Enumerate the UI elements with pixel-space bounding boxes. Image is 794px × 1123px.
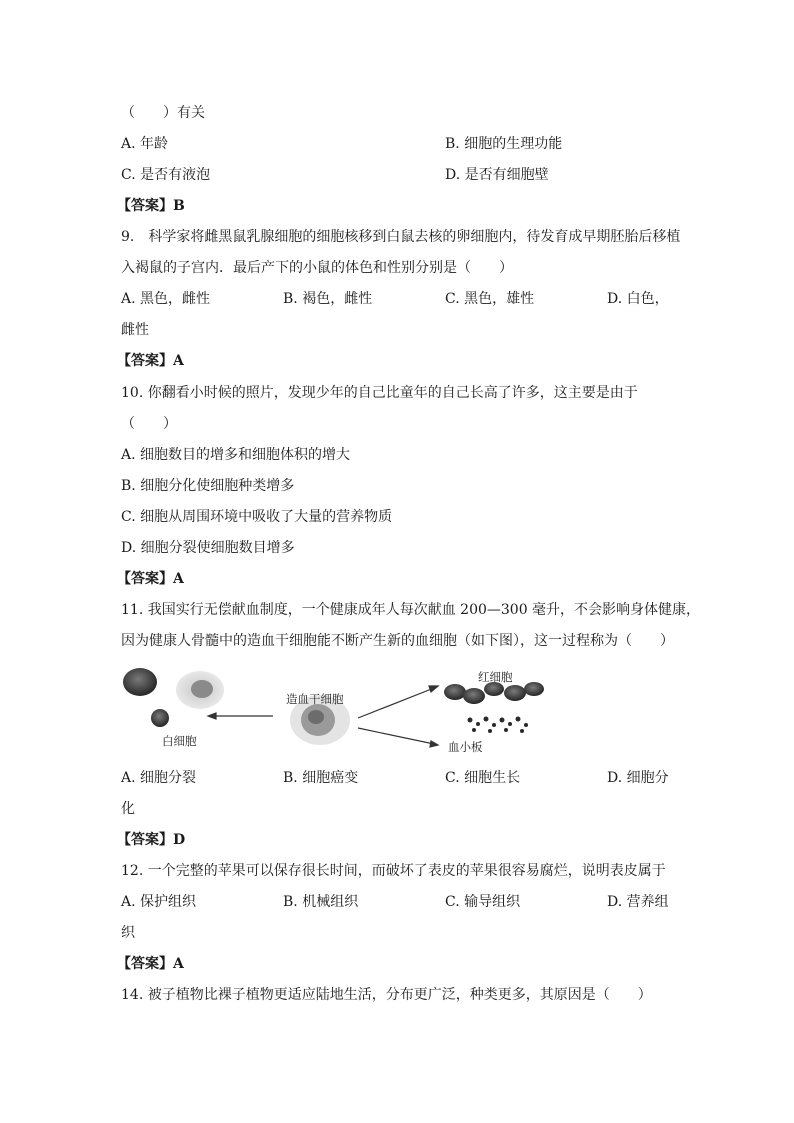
stem-cell-nucleolus (308, 710, 324, 724)
q12-option-d-wrap: 织 (121, 925, 135, 941)
white-blood-cell-group (123, 668, 224, 727)
q10-stem-line2: （ ） (121, 416, 177, 432)
q11-option-d: D. 细胞分 (607, 770, 669, 786)
platelet (500, 718, 505, 723)
q8-option-b: B. 细胞的生理功能 (445, 136, 563, 152)
q11-answer: 【答案】D (117, 832, 186, 848)
arrow-head-red (429, 686, 438, 692)
q12-option-a: A. 保护组织 (121, 894, 197, 910)
arrow-head-white (208, 713, 216, 719)
platelet (520, 729, 524, 733)
stem-cell-label: 造血干细胞 (286, 692, 344, 706)
blood-cell-figure (118, 662, 558, 762)
q9-option-b: B. 褐色，雌性 (283, 291, 373, 307)
arrow-to-red-cell (358, 688, 434, 718)
arrow-to-platelet (358, 728, 434, 744)
platelet-label: 血小板 (448, 740, 483, 754)
q8-stem-tail: （ ）有关 (121, 105, 205, 121)
red-blood-cell-2 (463, 688, 485, 704)
platelet (488, 729, 492, 733)
q12-answer: 【答案】A (117, 956, 184, 972)
platelet (516, 717, 521, 722)
q12-option-c: C. 输导组织 (445, 894, 521, 910)
q8-option-a: A. 年龄 (121, 136, 169, 152)
q11-option-a: A. 细胞分裂 (121, 770, 197, 786)
q8-answer: 【答案】B (117, 198, 185, 214)
q9-option-d-wrap: 雌性 (121, 322, 149, 338)
white-blood-cell-2-nucleus (191, 680, 213, 698)
arrow-head-platelet (430, 741, 438, 747)
q9-stem-line1: 9. 科学家将雌黑鼠乳腺细胞的细胞核移到白鼠去核的卵细胞内，待发育成早期胚胎后移植 (121, 229, 681, 245)
white-blood-cell-1 (123, 668, 157, 696)
platelet (508, 722, 512, 726)
red-cell-label: 红细胞 (478, 670, 513, 684)
platelet (492, 723, 496, 727)
q8-option-c: C. 是否有液泡 (121, 167, 211, 183)
red-blood-cell-3 (484, 682, 504, 696)
red-blood-cell-4 (504, 685, 526, 701)
q11-stem-line2: 因为健康人骨髓中的造血干细胞能不断产生新的血细胞（如下图），这一过程称为（ ） (121, 633, 674, 649)
q11-option-b: B. 细胞癌变 (283, 770, 359, 786)
platelet (472, 728, 476, 732)
platelet (476, 722, 480, 726)
q10-option-d: D. 细胞分裂使细胞数目增多 (121, 540, 295, 556)
platelet (468, 718, 473, 723)
red-blood-cell-1 (444, 684, 466, 700)
q11-option-d-wrap: 化 (121, 801, 135, 817)
platelet (504, 728, 508, 732)
red-blood-cell-group (444, 682, 544, 704)
q12-stem-line1: 12. 一个完整的苹果可以保存很长时间，而破坏了表皮的苹果很容易腐烂，说明表皮属于 (121, 863, 666, 879)
q11-option-c: C. 细胞生长 (445, 770, 521, 786)
q11-stem-line1: 11. 我国实行无偿献血制度，一个健康成年人每次献血 200—300 毫升，不会影响身体健康， (121, 602, 701, 618)
white-blood-cell-3 (151, 709, 169, 727)
q9-answer: 【答案】A (117, 353, 184, 369)
q9-option-a: A. 黑色，雌性 (121, 291, 211, 307)
q10-stem-line1: 10. 你翻看小时候的照片，发现少年的自己比童年的自己长高了许多，这主要是由于 (121, 385, 638, 401)
q9-option-d: D. 白色， (607, 291, 669, 307)
q8-option-d: D. 是否有细胞壁 (445, 167, 549, 183)
q9-option-c: C. 黑色，雄性 (445, 291, 535, 307)
q12-option-d: D. 营养组 (607, 894, 669, 910)
q9-stem-line2: 入褐鼠的子宫内．最后产下的小鼠的体色和性别分别是（ ） (121, 260, 513, 276)
platelet-group (468, 717, 529, 734)
q10-answer: 【答案】A (117, 571, 184, 587)
platelet (484, 717, 489, 722)
platelet (524, 723, 528, 727)
white-cell-label: 白细胞 (162, 734, 197, 748)
q10-option-a: A. 细胞数目的增多和细胞体积的增大 (121, 447, 351, 463)
q12-option-b: B. 机械组织 (283, 894, 359, 910)
q10-option-c: C. 细胞从周围环境中吸收了大量的营养物质 (121, 509, 393, 525)
red-blood-cell-5 (524, 682, 544, 696)
q10-option-b: B. 细胞分化使细胞种类增多 (121, 478, 295, 494)
q14-stem-line1: 14. 被子植物比裸子植物更适应陆地生活，分布更广泛，种类更多，其原因是（ ） (121, 987, 652, 1003)
